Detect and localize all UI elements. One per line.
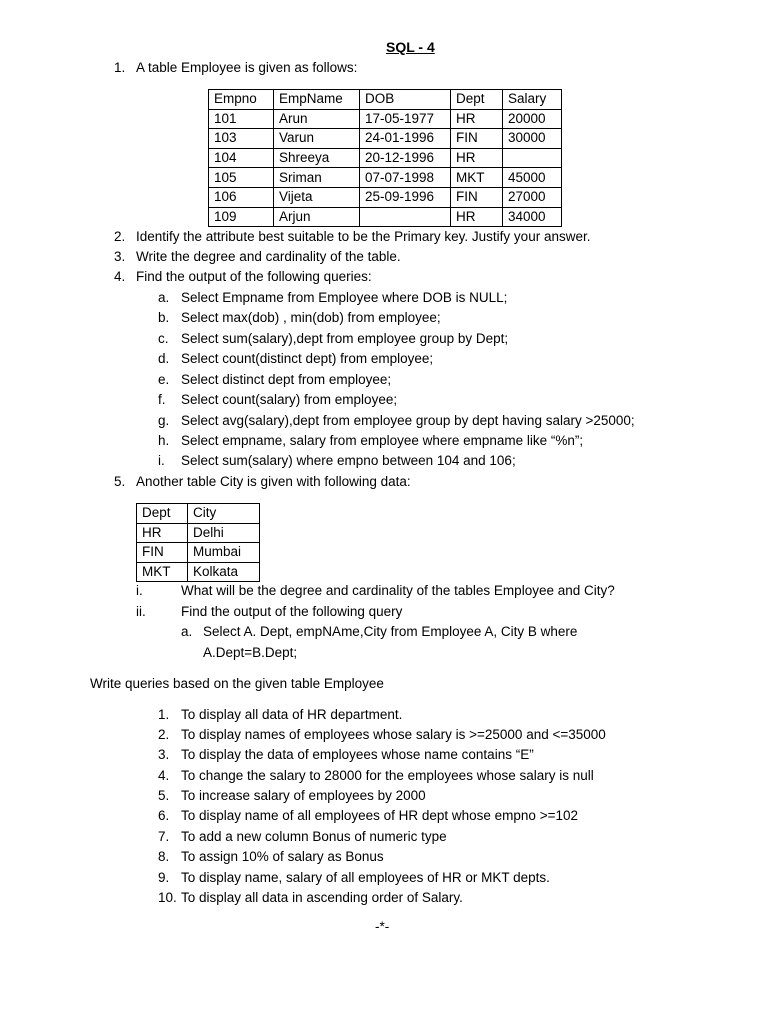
- cell-empname: Vijeta: [274, 187, 360, 207]
- list-item-number: 5.: [158, 788, 170, 803]
- query-text: Select avg(salary),dept from employee group by dept having salary >25000;: [181, 413, 635, 428]
- cell-empno: 109: [209, 207, 274, 227]
- query-text: Select sum(salary),dept from employee group by Dept;: [181, 331, 509, 346]
- list-item-number: 3.: [158, 747, 170, 762]
- list-item-number: 2.: [158, 727, 170, 742]
- q4-number: 4.: [114, 269, 126, 284]
- subquestion-text: What will be the degree and cardinality of the tables Employee and City?: [181, 583, 615, 598]
- cell-dob: 07-07-1998: [360, 168, 451, 188]
- list-item: To assign 10% of salary as Bonus: [181, 849, 384, 864]
- list-item-number: 10.: [158, 890, 177, 905]
- table-row: [209, 148, 562, 168]
- col-header-empname: EmpName: [274, 90, 360, 110]
- cell-salary: [503, 148, 562, 168]
- list-item-number: 4.: [158, 768, 170, 783]
- query-label: h.: [158, 433, 170, 448]
- table-row: [137, 543, 260, 563]
- cell-salary: 45000: [503, 168, 562, 188]
- col-header-dob: DOB: [360, 90, 451, 110]
- col-header-empno: Empno: [209, 90, 274, 110]
- list-item-number: 6.: [158, 808, 170, 823]
- query-text: Select empname, salary from employee where empname like “%n”;: [181, 433, 584, 448]
- list-item: To display name, salary of all employees of HR or MKT depts.: [181, 870, 550, 885]
- cell-empno: 105: [209, 168, 274, 188]
- section-heading: Write queries based on the given table Employee: [90, 676, 384, 691]
- cell-dob: 17-05-1977: [360, 109, 451, 129]
- page-title: SQL - 4: [386, 39, 435, 55]
- employee-table: [208, 89, 562, 227]
- table-row: [209, 109, 562, 129]
- query-label: g.: [158, 413, 170, 428]
- join-query-label: a.: [181, 624, 193, 639]
- query-label: i.: [158, 453, 165, 468]
- list-item-number: 9.: [158, 870, 170, 885]
- city-table-header: [137, 504, 260, 524]
- list-item-number: 7.: [158, 829, 170, 844]
- cell-dept: HR: [451, 109, 503, 129]
- cell-dept: HR: [451, 207, 503, 227]
- cell-dept: HR: [451, 148, 503, 168]
- query-text: Select Empname from Employee where DOB is NULL;: [181, 290, 508, 305]
- cell-salary: 34000: [503, 207, 562, 227]
- q5-number: 5.: [114, 474, 126, 489]
- subquestion-text: Find the output of the following query: [181, 604, 403, 619]
- cell-dob: 20-12-1996: [360, 148, 451, 168]
- query-label: d.: [158, 351, 170, 366]
- list-item: To display names of employees whose salary is >=25000 and <=35000: [181, 727, 606, 742]
- table-row: [209, 187, 562, 207]
- employee-table-header: [209, 90, 562, 110]
- cell-empname: Arun: [274, 109, 360, 129]
- cell-empno: 103: [209, 129, 274, 149]
- cell-empname: Sriman: [274, 168, 360, 188]
- cell-city: Mumbai: [188, 543, 260, 563]
- query-label: b.: [158, 310, 170, 325]
- list-item: To display all data in ascending order of Salary.: [181, 890, 463, 905]
- q5-text: Another table City is given with following data:: [136, 474, 411, 489]
- cell-empname: Shreeya: [274, 148, 360, 168]
- table-row: [137, 562, 260, 582]
- cell-dept: FIN: [137, 543, 188, 563]
- col-header-dept: Dept: [137, 504, 188, 524]
- cell-dob: 25-09-1996: [360, 187, 451, 207]
- list-item: To display all data of HR department.: [181, 707, 403, 722]
- city-table: [136, 503, 260, 582]
- table-row: [209, 207, 562, 227]
- col-header-salary: Salary: [503, 90, 562, 110]
- query-text: Select sum(salary) where empno between 104 and 106;: [181, 453, 516, 468]
- cell-empname: Arjun: [274, 207, 360, 227]
- subquestion-label: ii.: [136, 604, 146, 619]
- cell-empno: 106: [209, 187, 274, 207]
- footer-mark: -*-: [375, 919, 390, 934]
- list-item: To increase salary of employees by 2000: [181, 788, 426, 803]
- query-label: a.: [158, 290, 170, 305]
- list-item: To display name of all employees of HR dept whose empno >=102: [181, 808, 578, 823]
- cell-salary: 30000: [503, 129, 562, 149]
- cell-dept: FIN: [451, 129, 503, 149]
- cell-dob: [360, 207, 451, 227]
- join-query-line2: A.Dept=B.Dept;: [203, 645, 298, 660]
- query-label: f.: [158, 392, 166, 407]
- cell-salary: 27000: [503, 187, 562, 207]
- cell-city: Kolkata: [188, 562, 260, 582]
- cell-dept: HR: [137, 523, 188, 543]
- q2-text: Identify the attribute best suitable to be the Primary key. Justify your answer.: [136, 229, 591, 244]
- q2-number: 2.: [114, 229, 126, 244]
- q4-text: Find the output of the following queries:: [136, 269, 372, 284]
- join-query-line1: Select A. Dept, empNAme,City from Employee A, City B where: [203, 624, 578, 639]
- q3-text: Write the degree and cardinality of the table.: [136, 249, 401, 264]
- list-item: To add a new column Bonus of numeric type: [181, 829, 447, 844]
- cell-dept: MKT: [137, 562, 188, 582]
- cell-city: Delhi: [188, 523, 260, 543]
- q1-text: A table Employee is given as follows:: [136, 60, 358, 75]
- table-row: [209, 168, 562, 188]
- table-row: [137, 523, 260, 543]
- col-header-city: City: [188, 504, 260, 524]
- list-item-number: 8.: [158, 849, 170, 864]
- cell-dept: FIN: [451, 187, 503, 207]
- cell-salary: 20000: [503, 109, 562, 129]
- query-text: Select count(salary) from employee;: [181, 392, 398, 407]
- list-item: To display the data of employees whose name contains “E”: [181, 747, 534, 762]
- query-text: Select max(dob) , min(dob) from employee;: [181, 310, 441, 325]
- table-row: [209, 129, 562, 149]
- list-item: To change the salary to 28000 for the employees whose salary is null: [181, 768, 594, 783]
- q3-number: 3.: [114, 249, 126, 264]
- subquestion-label: i.: [136, 583, 143, 598]
- cell-dept: MKT: [451, 168, 503, 188]
- q1-number: 1.: [114, 60, 126, 75]
- query-text: Select distinct dept from employee;: [181, 372, 392, 387]
- query-label: e.: [158, 372, 170, 387]
- list-item-number: 1.: [158, 707, 170, 722]
- query-text: Select count(distinct dept) from employee;: [181, 351, 434, 366]
- cell-empno: 104: [209, 148, 274, 168]
- cell-dob: 24-01-1996: [360, 129, 451, 149]
- cell-empno: 101: [209, 109, 274, 129]
- cell-empname: Varun: [274, 129, 360, 149]
- col-header-dept: Dept: [451, 90, 503, 110]
- query-label: c.: [158, 331, 169, 346]
